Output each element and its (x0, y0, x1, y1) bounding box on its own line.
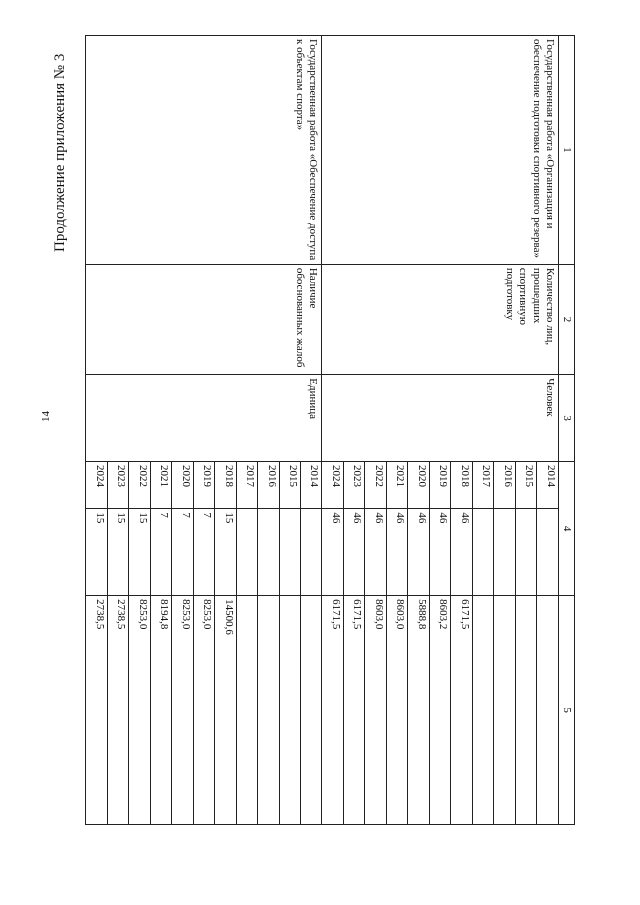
year-cell: 2019 (193, 462, 214, 509)
value-cell (236, 596, 257, 825)
people-count-cell (301, 509, 322, 596)
value-cell (301, 596, 322, 825)
header-col-2: 2 (558, 264, 574, 374)
unit-cell: Человек (322, 375, 558, 462)
year-cell: 2018 (451, 462, 472, 509)
indicator-cell: Количество лиц, прошедших спортивную подготовку (322, 264, 558, 374)
year-cell: 2015 (515, 462, 536, 509)
people-count-cell (472, 509, 493, 596)
value-cell: 6171,5 (343, 596, 364, 825)
page-number: 14 (40, 411, 52, 422)
people-count-cell: 7 (150, 509, 171, 596)
value-cell: 8253,0 (129, 596, 150, 825)
table-row (301, 36, 322, 825)
rotated-table-wrapper (85, 35, 575, 825)
value-cell: 8603,0 (365, 596, 386, 825)
year-cell: 2016 (494, 462, 515, 509)
value-cell: 14500,6 (215, 596, 236, 825)
appendix-table (85, 35, 575, 825)
people-count-cell: 46 (322, 509, 343, 596)
table-row (537, 36, 558, 825)
year-cell: 2020 (172, 462, 193, 509)
people-count-cell (279, 509, 300, 596)
people-count-cell (494, 509, 515, 596)
table-body (86, 36, 559, 825)
work-name-cell: Государственная работа «Обеспечение доступа к объектам спорта» (86, 36, 322, 265)
people-count-cell: 46 (365, 509, 386, 596)
people-count-cell (515, 509, 536, 596)
people-count-cell: 7 (193, 509, 214, 596)
value-cell: 8253,0 (172, 596, 193, 825)
people-count-cell: 15 (129, 509, 150, 596)
value-cell (537, 596, 558, 825)
value-cell: 5888,8 (408, 596, 429, 825)
year-cell: 2014 (301, 462, 322, 509)
people-count-cell: 7 (172, 509, 193, 596)
people-count-cell: 15 (107, 509, 128, 596)
year-cell: 2014 (537, 462, 558, 509)
unit-cell: Единица (86, 375, 322, 462)
header-col-1: 1 (558, 36, 574, 265)
people-count-cell: 15 (86, 509, 108, 596)
people-count-cell: 46 (451, 509, 472, 596)
value-cell: 8253,0 (193, 596, 214, 825)
people-count-cell (236, 509, 257, 596)
people-count-cell (258, 509, 279, 596)
year-cell: 2021 (386, 462, 407, 509)
year-cell: 2015 (279, 462, 300, 509)
year-cell: 2017 (472, 462, 493, 509)
people-count-cell: 46 (386, 509, 407, 596)
year-cell: 2023 (107, 462, 128, 509)
year-cell: 2020 (408, 462, 429, 509)
continuation-label: Продолжение приложения № 3 (52, 53, 68, 252)
value-cell: 8603,0 (386, 596, 407, 825)
value-cell (515, 596, 536, 825)
people-count-cell: 46 (343, 509, 364, 596)
value-cell (279, 596, 300, 825)
value-cell: 8194,8 (150, 596, 171, 825)
value-cell: 6171,5 (322, 596, 343, 825)
header-col-4: 4 (558, 462, 574, 596)
header-col-5: 5 (558, 596, 574, 825)
value-cell: 2738,5 (86, 596, 108, 825)
people-count-cell: 46 (429, 509, 450, 596)
year-cell: 2017 (236, 462, 257, 509)
header-col-3: 3 (558, 375, 574, 462)
work-name-cell: Государственная работа «Организация и обеспечение подготовки спортивного резерва» (322, 36, 558, 265)
year-cell: 2022 (129, 462, 150, 509)
year-cell: 2019 (429, 462, 450, 509)
year-cell: 2024 (86, 462, 108, 509)
value-cell: 6171,5 (451, 596, 472, 825)
value-cell (472, 596, 493, 825)
people-count-cell: 46 (408, 509, 429, 596)
year-cell: 2022 (365, 462, 386, 509)
value-cell (494, 596, 515, 825)
year-cell: 2024 (322, 462, 343, 509)
people-count-cell (537, 509, 558, 596)
indicator-cell: Наличие обоснованных жалоб (86, 264, 322, 374)
table-header (558, 36, 574, 825)
year-cell: 2018 (215, 462, 236, 509)
value-cell: 2738,5 (107, 596, 128, 825)
year-cell: 2016 (258, 462, 279, 509)
value-cell (258, 596, 279, 825)
year-cell: 2021 (150, 462, 171, 509)
year-cell: 2023 (343, 462, 364, 509)
header-row (558, 36, 574, 825)
people-count-cell: 15 (215, 509, 236, 596)
value-cell: 8603,2 (429, 596, 450, 825)
